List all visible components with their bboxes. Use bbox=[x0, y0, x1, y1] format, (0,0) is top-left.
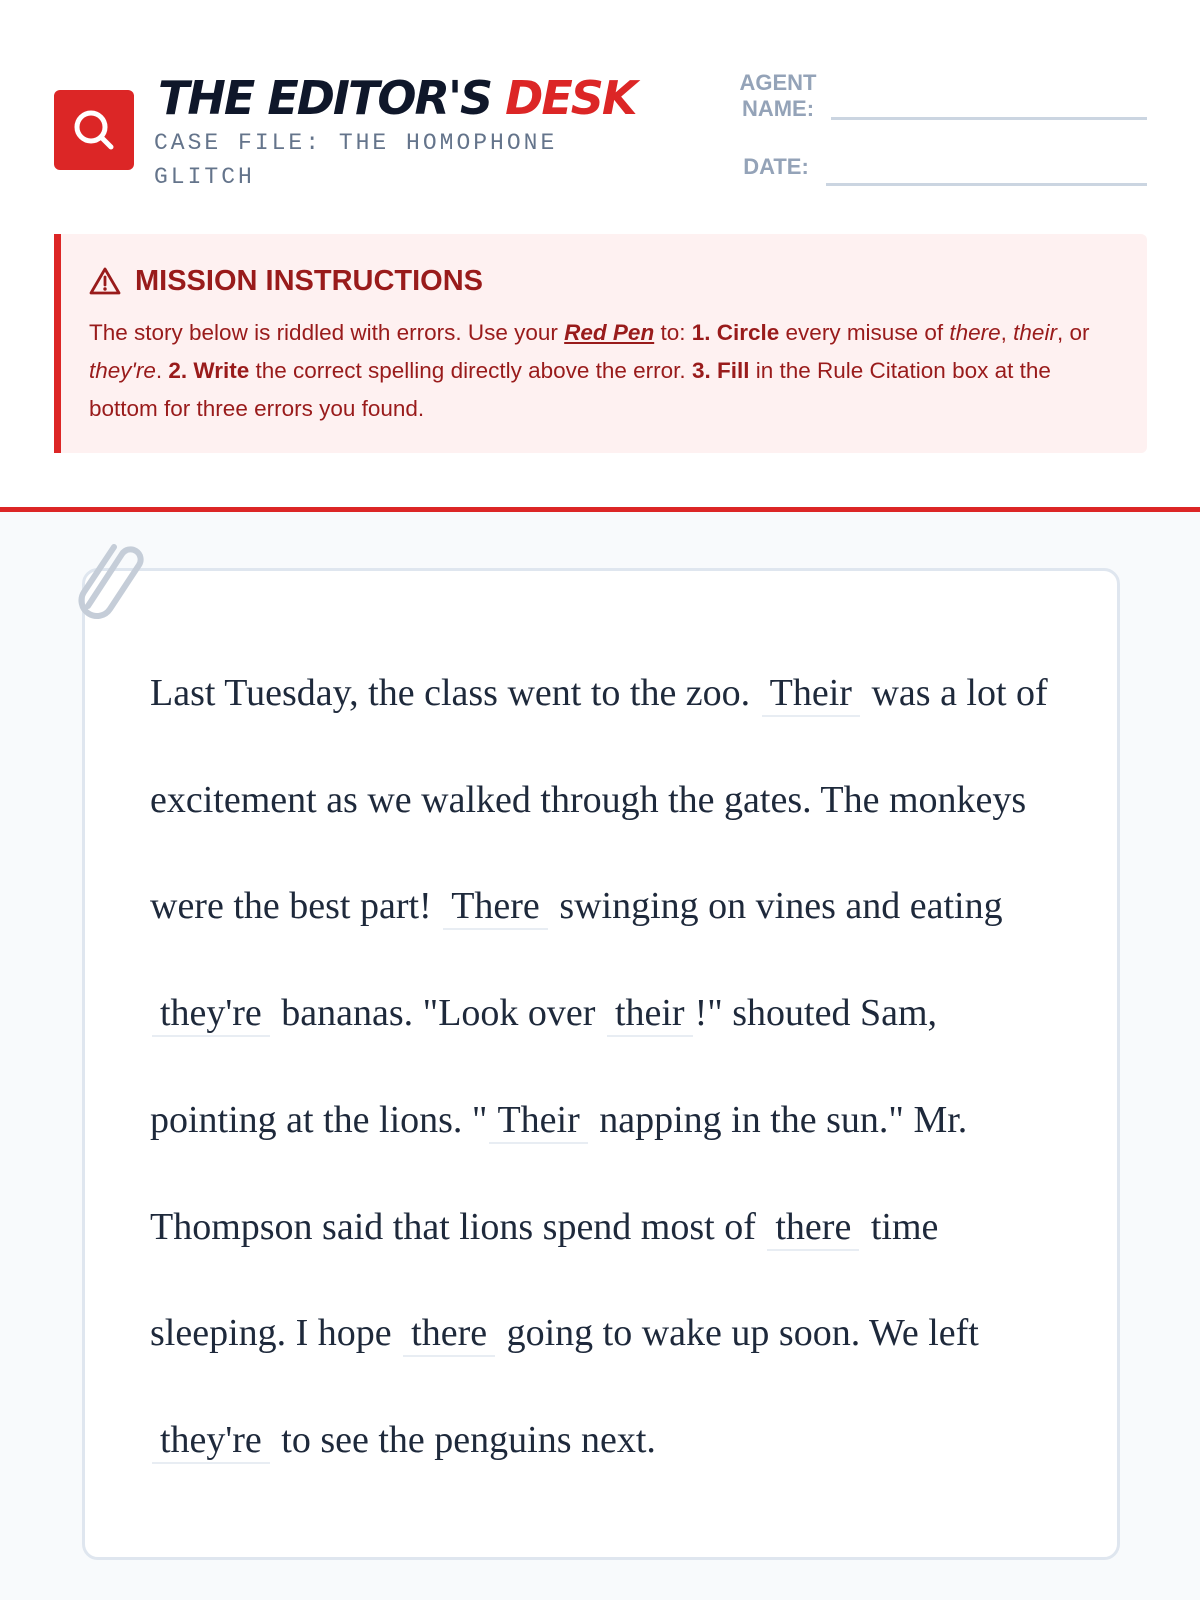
magnifier-icon bbox=[70, 106, 118, 154]
paperclip-icon bbox=[76, 540, 148, 620]
case-file-subtitle: CASE FILE: THE HOMOPHONE GLITCH bbox=[154, 130, 558, 190]
logo bbox=[54, 90, 134, 170]
error-word[interactable]: there bbox=[767, 1205, 859, 1251]
error-word[interactable]: Their bbox=[489, 1098, 587, 1144]
red-pen-term: Red Pen bbox=[564, 320, 655, 345]
mission-instructions bbox=[54, 234, 1147, 453]
date-field[interactable] bbox=[826, 183, 1147, 186]
warning-icon bbox=[89, 266, 121, 296]
error-word[interactable]: there bbox=[403, 1311, 495, 1357]
error-word[interactable]: their bbox=[607, 991, 693, 1037]
worksheet-header bbox=[0, 0, 1200, 220]
title-accent: DESK bbox=[505, 71, 636, 125]
instructions-text: The story below is riddled with errors. Use your Red Pen to: 1. Circle every misuse of there, their, or they're. 2. Write the correct spelling directly above the error. 3. Fill in the Rule Citation box at the bottom for three errors you found. bbox=[89, 320, 1090, 421]
agent-name-label: AGENT NAME: bbox=[739, 70, 817, 121]
date-label: DATE: bbox=[743, 154, 809, 179]
page-title: THE EDITOR'S DESK bbox=[158, 71, 636, 125]
error-word[interactable]: Their bbox=[762, 671, 860, 717]
instructions-heading: MISSION INSTRUCTIONS bbox=[89, 264, 1121, 298]
error-word[interactable]: they're bbox=[152, 991, 270, 1037]
error-word[interactable]: There bbox=[443, 884, 548, 930]
story-text: Last Tuesday, the class went to the zoo. Their was a lot of excitement as we walked through the gates. The monkeys were the best part! There swinging on vines and eating they're bananas. "Look over their !" shouted Sam, pointing at the lions. " Their napping in the sun." Mr. Thompson said that lions spend most of there time sleeping. I hope there going to wake up soon. We left they're to see the penguins next. bbox=[150, 640, 1070, 1494]
error-word[interactable]: they're bbox=[152, 1418, 270, 1464]
agent-name-field[interactable] bbox=[831, 117, 1147, 120]
